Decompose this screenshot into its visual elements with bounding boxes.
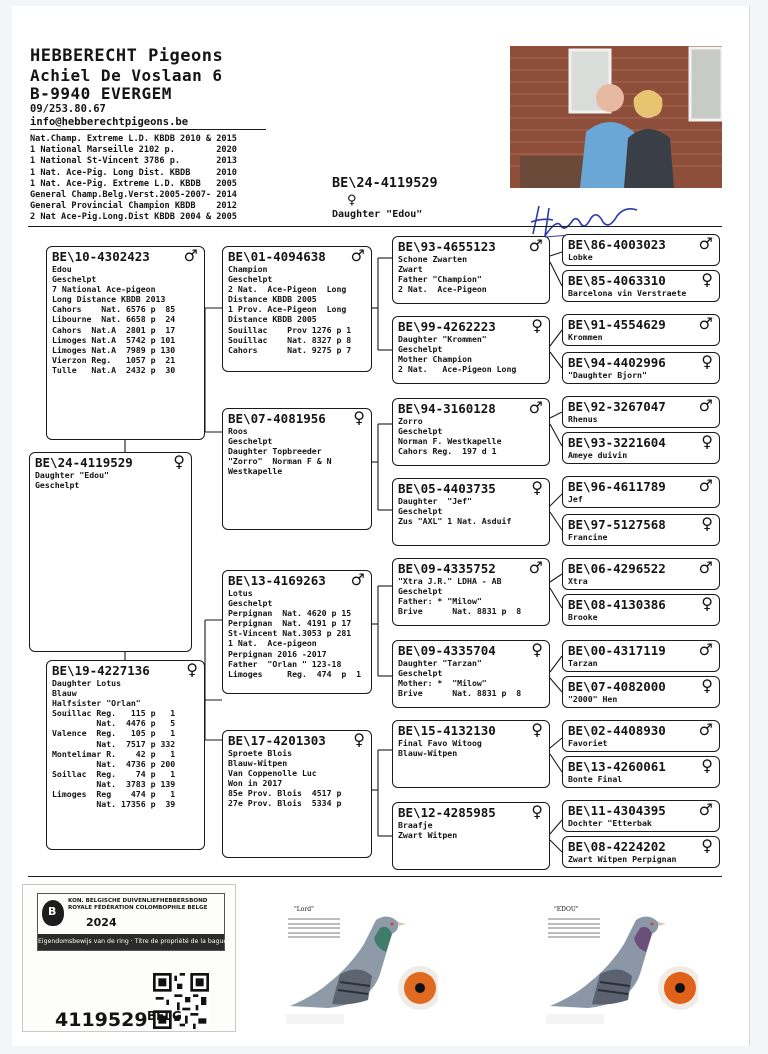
gen4-ring: BE\93-3221604	[568, 435, 666, 450]
sire-line: Vierzon Reg. 1057 p 21	[52, 354, 176, 365]
federation-name-fr: ROYALE FÉDÉRATION COLOMBOPHILE BELGE	[68, 905, 208, 911]
gen4-card[interactable]	[562, 640, 720, 672]
gen3-ring: BE\94-3160128	[398, 401, 496, 416]
gen4-card[interactable]	[562, 270, 720, 302]
dam-line: Nat. 17356 p 39	[52, 799, 176, 810]
gen3-line: Daughter "Jef"	[398, 496, 472, 506]
dam-sire-line: Perpignan 2016 -2017	[228, 648, 327, 659]
sire-dam-line: Geschelpt	[228, 436, 273, 447]
female-icon: ♀	[353, 408, 365, 427]
dam-dam-line: Van Coppenolle Luc	[228, 768, 317, 779]
dam-line: Souillac Reg. 115 p 1	[52, 708, 176, 719]
gen3-line: Blauw-Witpen	[398, 748, 458, 759]
gen4-card[interactable]	[562, 314, 720, 346]
loft-phone: 09/253.80.67	[30, 103, 106, 115]
gen4-line: Xtra	[568, 576, 588, 586]
sire-dam-line: Roos	[228, 426, 248, 436]
gen4-ring: BE\00-4317119	[568, 643, 666, 658]
gen4-ring: BE\13-4260061	[568, 759, 666, 774]
dam-dam-line: Won in 2017	[228, 778, 283, 789]
female-icon: ♀	[701, 432, 713, 451]
dam-dam-card[interactable]	[222, 730, 372, 858]
gen3-line: Zorro	[398, 416, 423, 426]
gen3-line: 2 Nat. Ace-Pigeon	[398, 284, 487, 295]
gen3-ring: BE\15-4132130	[398, 723, 496, 738]
gen4-ring: BE\08-4224202	[568, 839, 666, 854]
male-icon: ♂	[350, 246, 365, 265]
sire-sire-line: 1 Prov. Ace-Pigeon Long	[228, 304, 347, 315]
gen3-card[interactable]	[392, 802, 550, 870]
gen4-card[interactable]	[562, 476, 720, 508]
dam-line: Nat. 7517 p 332	[52, 738, 176, 749]
sire-sire-line: 2 Nat. Ace-Pigeon Long	[228, 284, 347, 295]
gen4-card[interactable]	[562, 756, 720, 788]
ring-year: 2024	[86, 916, 117, 929]
gen4-ring: BE\96-4611789	[568, 479, 666, 494]
gen4-ring: BE\94-4402996	[568, 355, 666, 370]
achievement-line: General Champ.Belg.Verst.2005-2007- 2014	[30, 190, 237, 201]
gen3-line: Brive Nat. 8831 p 8	[398, 688, 522, 699]
sire-line: 7 National Ace-pigeon	[52, 284, 156, 295]
gen3-line: Mother Champion	[398, 354, 472, 365]
dam-line: Blauw	[52, 688, 77, 699]
dam-sire-line: Limoges Reg. 474 p 1	[228, 668, 362, 679]
female-icon: ♀	[701, 836, 713, 855]
achievement-line: 1 Nat. Ace-Pig. Long Dist. KBDB 2010	[30, 167, 237, 178]
male-icon: ♂	[528, 236, 543, 255]
gen3-line: Geschelpt	[398, 426, 443, 437]
dam-ring: BE\19-4227136	[52, 663, 150, 678]
male-icon: ♂	[698, 476, 713, 495]
gen4-line: Favoriet	[568, 738, 608, 748]
female-icon: ♀	[531, 478, 543, 497]
female-icon: ♀	[531, 802, 543, 821]
sire-line: Cahors Nat.A 2801 p 17	[52, 324, 176, 335]
male-icon: ♂	[698, 234, 713, 253]
gen3-ring: BE\99-4262223	[398, 319, 496, 334]
female-icon: ♀	[186, 660, 198, 679]
dam-card[interactable]	[46, 660, 205, 850]
gen4-line: Bonte Final	[568, 774, 623, 784]
female-icon: ♀	[353, 730, 365, 749]
gen4-line: "2000" Hen	[568, 694, 618, 704]
achievement-line: 1 National Marseille 2102 p. 2020	[30, 145, 237, 156]
dam-line: Nat. 4476 p 5	[52, 718, 176, 729]
dam-sire-line: Lotus	[228, 588, 253, 598]
sire-sire-card[interactable]	[222, 246, 372, 372]
achievement-line: 1 Nat. Ace-Pig. Extreme L.D. KBDB 2005	[30, 178, 237, 189]
gen4-card[interactable]	[562, 432, 720, 464]
gen3-ring: BE\05-4403735	[398, 481, 496, 496]
dam-dam-line: 27e Prov. Blois 5334 p	[228, 798, 342, 809]
female-icon: ♀	[701, 756, 713, 775]
sire-sire-line: Geschelpt	[228, 274, 273, 285]
gen4-ring: BE\11-4304395	[568, 803, 666, 818]
male-icon: ♂	[698, 800, 713, 819]
gen4-line: Rhenus	[568, 414, 598, 424]
sire-dam-card[interactable]	[222, 408, 372, 530]
male-icon: ♂	[183, 246, 198, 265]
achievement-line: General Provincial Champion KBDB 2012	[30, 201, 237, 212]
sire-dam-line: Westkapelle	[228, 466, 283, 477]
achievement-line: Nat.Champ. Extreme L.D. KBDB 2010 & 2015	[30, 134, 237, 144]
gen4-card[interactable]	[562, 720, 720, 752]
gen4-card[interactable]	[562, 514, 720, 546]
gen4-line: Barcelona vin Verstraete	[568, 288, 687, 298]
gen3-card[interactable]	[392, 720, 550, 788]
female-icon: ♀	[701, 352, 713, 371]
dam-sire-line: Geschelpt	[228, 598, 273, 609]
gen3-card[interactable]	[392, 316, 550, 384]
female-icon: ♀	[531, 640, 543, 659]
gen3-line: Geschelpt	[398, 668, 443, 679]
sire-sire-ring: BE\01-4094638	[228, 249, 326, 264]
gen4-ring: BE\06-4296522	[568, 561, 666, 576]
gen4-card[interactable]	[562, 800, 720, 832]
male-icon: ♂	[698, 314, 713, 333]
gen3-card[interactable]	[392, 236, 550, 304]
dam-sire-line: 1 Nat. Ace-pigeon	[228, 638, 317, 649]
gen4-line: Jef	[568, 494, 583, 504]
dam-line: Soillac Reg. 74 p 1	[52, 768, 176, 779]
gen3-card[interactable]	[392, 640, 550, 708]
ring-number: 4119529	[55, 1009, 148, 1031]
gen3-line: "Xtra J.R." LDHA - AB	[398, 576, 502, 586]
sire-line: Geschelpt	[52, 274, 97, 285]
male-icon: ♂	[698, 720, 713, 739]
gen3-line: Zwart Witpen	[398, 830, 458, 841]
gen4-card[interactable]	[562, 352, 720, 384]
male-icon: ♂	[698, 558, 713, 577]
gen4-line: Ameye duivin	[568, 450, 628, 460]
dam-dam-line: 85e Prov. Blois 4517 p	[228, 788, 342, 799]
gen4-ring: BE\07-4082000	[568, 679, 666, 694]
dam-line: Nat. 3783 p 139	[52, 778, 176, 789]
gen4-ring: BE\97-5127568	[568, 517, 666, 532]
dam-sire-card[interactable]	[222, 570, 372, 694]
gen3-line: Father "Champion"	[398, 274, 482, 285]
sire-sire-line: Distance KBDB 2005	[228, 294, 317, 305]
dam-sire-ring: BE\13-4169263	[228, 573, 326, 588]
gen4-line: Francine	[568, 532, 608, 542]
pigeon-image	[540, 904, 698, 1030]
dam-sire-line: Perpignan Nat. 4191 p 17	[228, 618, 352, 629]
gen3-card[interactable]	[392, 478, 550, 546]
female-icon: ♀	[531, 316, 543, 335]
dam-dam-line: Blauw-Witpen	[228, 758, 288, 769]
dam-line: Halfsister "Orlan"	[52, 698, 141, 709]
male-icon: ♂	[698, 640, 713, 659]
subject-ring: BE\24-4119529	[332, 175, 438, 191]
gen4-line: Brooke	[568, 612, 598, 622]
gen3-ring: BE\93-4655123	[398, 239, 496, 254]
gen3-line: Final Favo Witoog	[398, 738, 482, 748]
gen3-ring: BE\09-4335704	[398, 643, 496, 658]
gen4-line: Lobke	[568, 252, 593, 262]
gen3-line: Daughter "Krommen"	[398, 334, 487, 344]
female-icon: ♀	[701, 676, 713, 695]
loft-email: info@hebberechtpigeons.be	[30, 116, 189, 128]
subject-card-line: Daughter "Edou"	[35, 470, 109, 480]
sire-line: Libourne Nat. 6658 p 24	[52, 314, 176, 325]
dam-line: Nat. 4736 p 200	[52, 758, 176, 769]
gen4-card[interactable]	[562, 234, 720, 266]
male-icon: ♂	[528, 398, 543, 417]
ring-card-header	[37, 893, 228, 951]
dam-line: Montelimar R. 42 p 1	[52, 748, 176, 759]
pigeon-photo-card	[540, 904, 698, 1030]
pigeon-photo-card	[280, 904, 438, 1030]
sire-sire-line: Souillac Prov 1276 p 1	[228, 324, 352, 335]
female-icon: ♀	[701, 270, 713, 289]
ring-ownership-card	[22, 884, 236, 1032]
achievement-line: 2 Nat Ace-Pig.Long.Dist KBDB 2004 & 2005	[30, 212, 237, 223]
sire-line: Edou	[52, 264, 72, 274]
gen4-line: "Daughter Bjorn"	[568, 370, 647, 380]
sire-sire-line: Distance KBDB 2005	[228, 314, 317, 325]
gen3-card[interactable]	[392, 398, 550, 466]
sire-dam-ring: BE\07-4081956	[228, 411, 326, 426]
sire-sire-line: Champion	[228, 264, 268, 274]
gen3-line: Zus "AXL" 1 Nat. Asduif	[398, 516, 512, 527]
female-icon: ♀	[531, 720, 543, 739]
gen4-ring: BE\08-4130386	[568, 597, 666, 612]
gen3-line: Schone Zwarten	[398, 254, 468, 264]
sire-line: Long Distance KBDB 2013	[52, 294, 166, 305]
female-icon: ♀	[701, 514, 713, 533]
gen4-ring: BE\92-3267047	[568, 399, 666, 414]
subject-card[interactable]	[29, 452, 192, 652]
dam-sire-line: Perpignan Nat. 4620 p 15	[228, 608, 352, 619]
loft-street: Achiel De Voslaan 6	[30, 66, 223, 85]
ring-country: BELG	[147, 1009, 182, 1023]
gen4-card[interactable]	[562, 558, 720, 590]
gen4-ring: BE\02-4408930	[568, 723, 666, 738]
gen4-ring: BE\86-4003023	[568, 237, 666, 252]
gen3-line: Geschelpt	[398, 586, 443, 597]
male-icon: ♂	[528, 558, 543, 577]
gen4-line: Krommen	[568, 332, 603, 342]
sire-card[interactable]	[46, 246, 205, 440]
subject-card-ring: BE\24-4119529	[35, 455, 133, 470]
gen3-line: Mother: * "Milow"	[398, 678, 487, 689]
pigeon-photo-title: "Lord"	[294, 906, 314, 913]
gen3-line: Geschelpt	[398, 506, 443, 517]
female-icon: ♀	[173, 452, 185, 471]
sire-line: Limoges Nat.A 7989 p 130	[52, 344, 176, 355]
gen3-ring: BE\12-4285985	[398, 805, 496, 820]
federation-logo-icon: B	[42, 900, 64, 926]
loft-name: HEBBERECHT Pigeons	[30, 46, 224, 66]
male-icon: ♂	[698, 396, 713, 415]
ring-card-title: Eigendomsbewijs van de ring · Titre de propriété de la bague	[38, 934, 224, 950]
gen3-line: Braafje	[398, 820, 433, 830]
gen4-ring: BE\85-4063310	[568, 273, 666, 288]
subject-description: Daughter "Edou"	[332, 209, 423, 220]
male-icon: ♂	[350, 570, 365, 589]
female-icon: ♀	[347, 190, 357, 209]
gen4-card[interactable]	[562, 396, 720, 428]
achievement-line: 1 National St-Vincent 3786 p. 2013	[30, 156, 237, 167]
gen4-line: Zwart Witpen Perpignan	[568, 854, 677, 864]
dam-line: Limoges Reg 474 p 1	[52, 789, 176, 800]
gen4-line: Dochter "Etterbak	[568, 818, 652, 828]
gen4-card[interactable]	[562, 594, 720, 626]
gen3-line: 2 Nat. Ace-Pigeon Long	[398, 364, 517, 375]
sire-dam-line: Daughter Topbreeder	[228, 446, 322, 457]
federation-name-nl: KON. BELGISCHE DUIVENLIEFHEBBERSBOND	[68, 898, 208, 904]
gen3-line: Daughter "Tarzan"	[398, 658, 482, 668]
female-icon: ♀	[701, 594, 713, 613]
gen4-line: Tarzan	[568, 658, 598, 668]
loft-city: B-9940 EVERGEM	[30, 84, 172, 103]
sire-sire-line: Souillac Nat. 8327 p 8	[228, 334, 352, 345]
sire-sire-line: Cahors Nat. 9275 p 7	[228, 344, 352, 355]
dam-dam-ring: BE\17-4201303	[228, 733, 326, 748]
gen3-line: Father: * "Milow"	[398, 596, 482, 607]
dam-sire-line: St-Vincent Nat.3053 p 281	[228, 628, 352, 639]
gen3-ring: BE\09-4335752	[398, 561, 496, 576]
sire-line: Cahors Nat. 6576 p 85	[52, 304, 176, 315]
pigeon-image	[280, 904, 438, 1030]
dam-sire-line: Father "Orlan " 123-18	[228, 658, 342, 669]
gen4-ring: BE\91-4554629	[568, 317, 666, 332]
dam-line: Valence Reg. 105 p 1	[52, 728, 176, 739]
dam-dam-line: Sproete Blois	[228, 748, 293, 758]
sire-dam-line: "Zorro" Norman F & N	[228, 456, 332, 467]
gen3-line: Cahors Reg. 197 d 1	[398, 446, 497, 457]
subject-card-line: Geschelpt	[35, 480, 80, 491]
pigeon-photo-title: "EDOU"	[554, 906, 579, 913]
sire-ring: BE\10-4302423	[52, 249, 150, 264]
gen4-card[interactable]	[562, 676, 720, 708]
gen3-line: Norman F. Westkapelle	[398, 436, 502, 447]
sire-line: Limoges Nat.A 5742 p 101	[52, 334, 176, 345]
sire-line: Tulle Nat.A 2432 p 30	[52, 364, 176, 375]
gen3-card[interactable]	[392, 558, 550, 626]
gen3-line: Geschelpt	[398, 344, 443, 355]
dam-line: Daughter Lotus	[52, 678, 122, 688]
gen3-line: Brive Nat. 8831 p 8	[398, 606, 522, 617]
gen3-line: Zwart	[398, 264, 423, 275]
gen4-card[interactable]	[562, 836, 720, 868]
